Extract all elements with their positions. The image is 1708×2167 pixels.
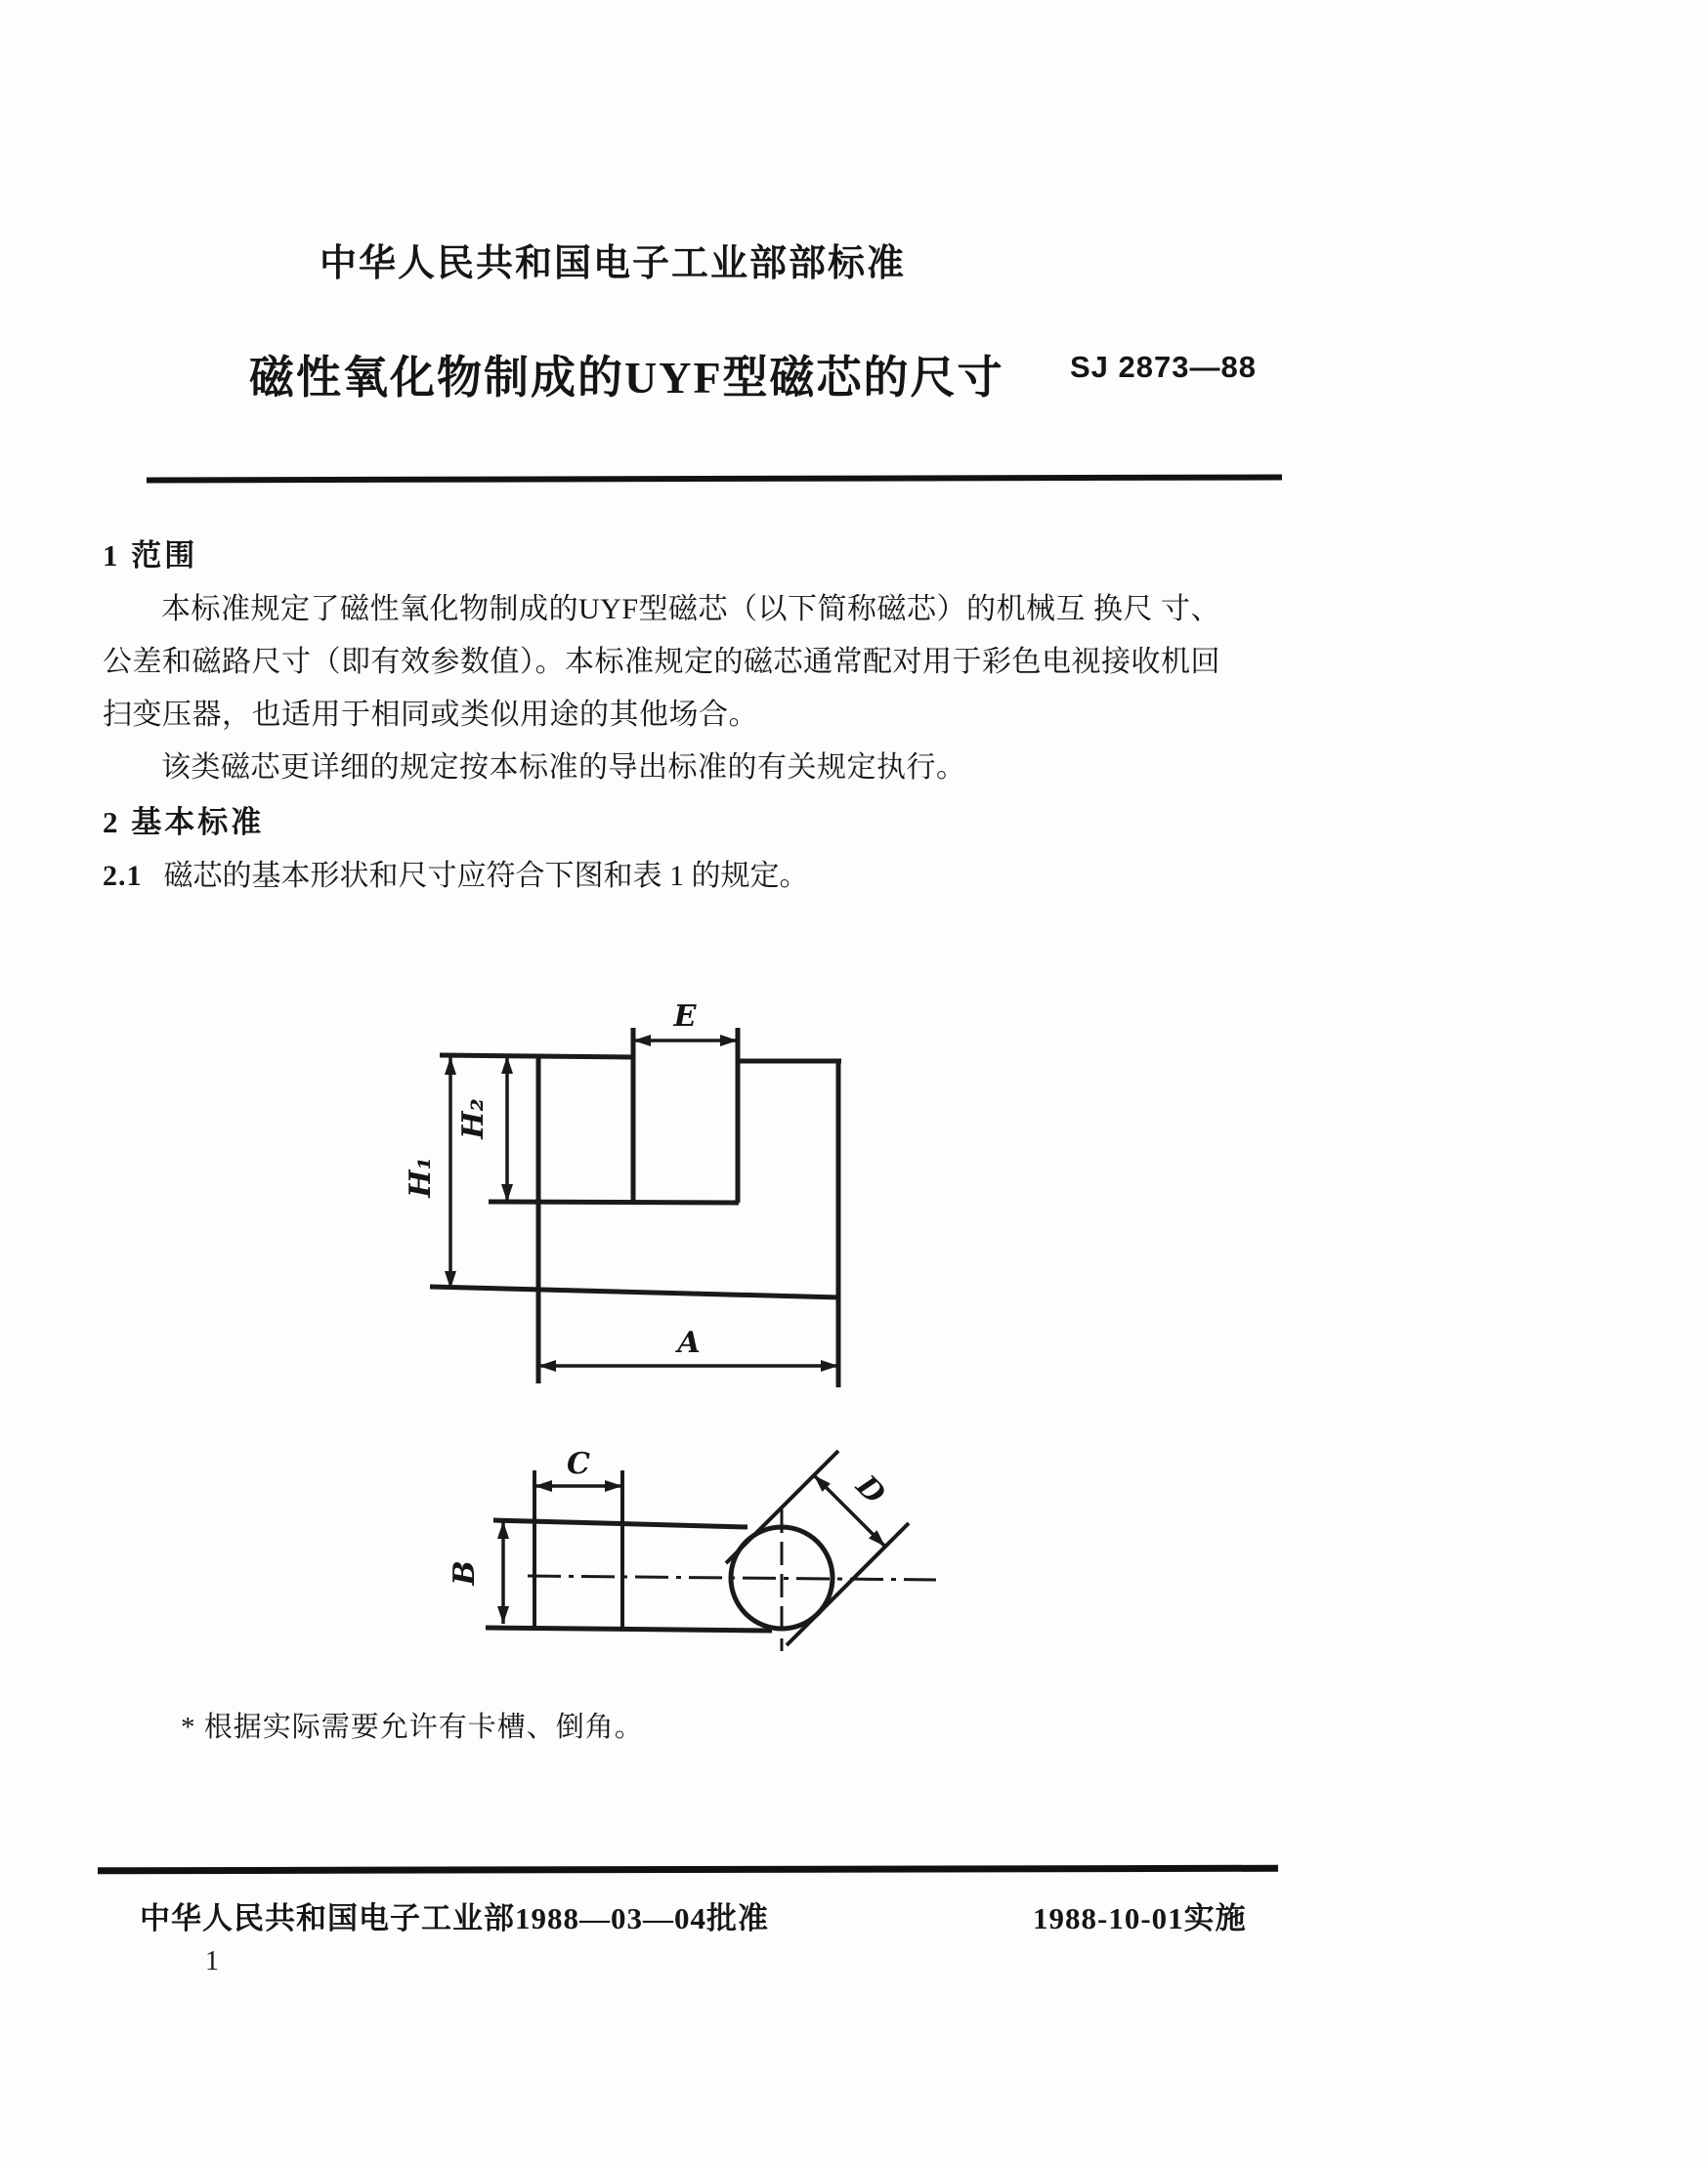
standard-number: SJ 2873—88 xyxy=(1070,350,1257,384)
clause-2-1-text: 磁芯的基本形状和尺寸应符合下图和表 1 的规定。 xyxy=(163,860,809,892)
figure-core-front-view xyxy=(404,997,879,1407)
dim-label-H1: H₁ xyxy=(404,1157,438,1198)
dim-arrow-A-right xyxy=(821,1360,838,1372)
dim-label-B: B xyxy=(448,1560,482,1586)
title-divider-rule xyxy=(147,474,1282,483)
horizontal-center-line xyxy=(528,1576,936,1580)
dim-label-E: E xyxy=(673,999,697,1034)
core-bottom-edge xyxy=(430,1287,840,1297)
dim-arrow-E-right xyxy=(720,1035,738,1046)
clause-2-1 xyxy=(103,851,809,894)
document-title: 磁性氧化物制成的UYF型磁芯的尺寸 xyxy=(249,353,1004,403)
section-2-heading: 2 基本标准 xyxy=(103,805,265,839)
scope-paragraph-line-1: 本标准规定了磁性氧化物制成的UYF型磁芯（以下简称磁芯）的机械互 换尺 寸、 xyxy=(161,593,1221,625)
tangent-line-D-lower xyxy=(787,1523,909,1645)
dim-arrow-C-left xyxy=(534,1480,552,1492)
figure-footnote: * 根据实际需要允许有卡槽、倒角。 xyxy=(181,1712,644,1743)
ministry-title: 中华人民共和国电子工业部部标准 xyxy=(320,243,907,284)
notch-bottom-line xyxy=(489,1202,739,1203)
dim-arrow-H2-bottom xyxy=(501,1184,513,1202)
dim-arrow-A-left xyxy=(538,1360,556,1372)
dim-arrow-C-right xyxy=(605,1480,622,1492)
dim-label-C: C xyxy=(567,1447,590,1481)
dim-label-D: D xyxy=(849,1468,892,1511)
bar-bottom-edge xyxy=(486,1628,772,1631)
footer-implementation-date: 1988-10-01实施 xyxy=(1033,1901,1247,1935)
scope-paragraph-line-2: 公差和磁路尺寸（即有效参数值）。本标准规定的磁芯通常配对用于彩色电视接收机回 xyxy=(103,646,1220,678)
scope-paragraph-line-3: 扫变压器，也适用于相同或类似用途的其他场合。 xyxy=(103,699,758,731)
footer-divider-rule xyxy=(98,1865,1278,1875)
section-1-heading: 1 范围 xyxy=(103,538,198,573)
page-number: 1 xyxy=(205,1946,219,1976)
footer-approval-date: 中华人民共和国电子工业部1988—03—04批准 xyxy=(140,1901,769,1935)
scope-paragraph-2: 该类磁芯更详细的规定按本标准的导出标准的有关规定执行。 xyxy=(161,751,966,784)
dim-arrow-B-bottom xyxy=(497,1606,509,1624)
dim-label-H2: H₂ xyxy=(456,1098,491,1139)
dim-arrow-H2-top xyxy=(501,1056,513,1074)
figure-core-top-view xyxy=(449,1426,958,1680)
clause-2-1-number: 2.1 xyxy=(103,860,143,892)
dim-arrow-H1-top xyxy=(445,1057,456,1075)
dim-arrow-E-left xyxy=(633,1035,651,1046)
dim-arrow-B-top xyxy=(497,1521,509,1539)
dim-label-A: A xyxy=(677,1326,701,1360)
